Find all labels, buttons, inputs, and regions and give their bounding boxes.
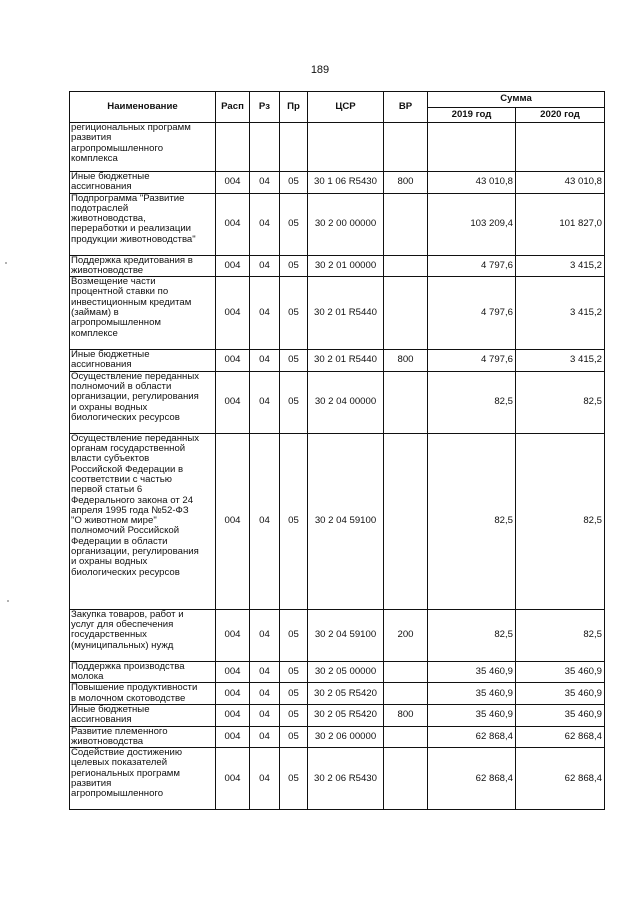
row-rz	[250, 123, 280, 172]
row-vr	[384, 255, 428, 277]
row-vr	[384, 683, 428, 705]
table-row	[70, 726, 605, 748]
scan-speck	[5, 262, 7, 264]
row-pr: 05	[280, 277, 308, 350]
row-vr	[384, 123, 428, 172]
row-amount-2020: 3 415,2	[516, 277, 605, 350]
row-pr: 05	[280, 255, 308, 277]
table-row	[70, 748, 605, 810]
row-amount-2019: 35 460,9	[428, 683, 516, 705]
row-rz: 04	[250, 726, 280, 748]
table-row	[70, 371, 605, 433]
header-rasp: Расп	[216, 92, 250, 123]
row-rz: 04	[250, 704, 280, 726]
row-name: Возмещение части процентной ставки по инвестиционным кредитам (займам) в агропромышленном комплексе	[70, 277, 216, 350]
row-rasp: 004	[216, 255, 250, 277]
row-amount-2020: 35 460,9	[516, 661, 605, 683]
row-rasp: 004	[216, 683, 250, 705]
row-vr	[384, 661, 428, 683]
row-amount-2020: 101 827,0	[516, 193, 605, 255]
row-pr: 05	[280, 371, 308, 433]
row-pr: 05	[280, 748, 308, 810]
row-csr: 30 2 05 R5420	[308, 683, 384, 705]
row-pr: 05	[280, 661, 308, 683]
row-rasp: 004	[216, 726, 250, 748]
row-rz: 04	[250, 255, 280, 277]
row-amount-2020: 62 868,4	[516, 748, 605, 810]
table-row	[70, 172, 605, 194]
header-csr: ЦСР	[308, 92, 384, 123]
row-amount-2019: 82,5	[428, 609, 516, 661]
row-csr: 30 2 04 59100	[308, 433, 384, 609]
row-amount-2020: 43 010,8	[516, 172, 605, 194]
row-amount-2019: 82,5	[428, 433, 516, 609]
row-amount-2019: 62 868,4	[428, 748, 516, 810]
row-rasp: 004	[216, 704, 250, 726]
row-rz: 04	[250, 371, 280, 433]
row-amount-2019	[428, 123, 516, 172]
row-pr: 05	[280, 350, 308, 372]
row-csr: 30 2 01 R5440	[308, 277, 384, 350]
row-amount-2020: 82,5	[516, 609, 605, 661]
row-name: Иные бюджетные ассигнования	[70, 172, 216, 194]
row-name: Закупка товаров, работ и услуг для обеспечения государственных (муниципальных) нужд	[70, 609, 216, 661]
row-csr: 30 2 04 00000	[308, 371, 384, 433]
row-vr: 800	[384, 704, 428, 726]
page-number: 189	[310, 64, 330, 76]
row-csr	[308, 123, 384, 172]
row-name: регициональных программ развития агропромышленного комплекса	[70, 123, 216, 172]
header-sum: Сумма	[428, 92, 605, 108]
row-rz: 04	[250, 277, 280, 350]
row-amount-2020: 35 460,9	[516, 704, 605, 726]
row-pr: 05	[280, 683, 308, 705]
header-2019: 2019 год	[428, 108, 516, 123]
row-amount-2020: 35 460,9	[516, 683, 605, 705]
row-amount-2020: 3 415,2	[516, 255, 605, 277]
row-rz: 04	[250, 350, 280, 372]
row-csr: 30 2 06 R5430	[308, 748, 384, 810]
row-amount-2019: 4 797,6	[428, 277, 516, 350]
row-vr: 200	[384, 609, 428, 661]
row-amount-2020: 62 868,4	[516, 726, 605, 748]
row-rz: 04	[250, 748, 280, 810]
table-row	[70, 704, 605, 726]
row-rasp: 004	[216, 350, 250, 372]
table-row	[70, 255, 605, 277]
row-amount-2020: 3 415,2	[516, 350, 605, 372]
row-amount-2019: 43 010,8	[428, 172, 516, 194]
row-vr	[384, 726, 428, 748]
row-name: Поддержка производства молока	[70, 661, 216, 683]
row-pr: 05	[280, 193, 308, 255]
row-rasp: 004	[216, 748, 250, 810]
row-name: Осуществление переданных органам государственной власти субъектов Российской Федерации в соответствии с частью первой статьи 6 Федерального закона от 24 апреля 1995 года №52-ФЗ "О животном мире" полномочий Российской Федерации в области организации, регулирования и охраны водных биологических ресурсов	[70, 433, 216, 609]
row-pr: 05	[280, 704, 308, 726]
row-vr	[384, 277, 428, 350]
row-pr: 05	[280, 726, 308, 748]
row-rz: 04	[250, 172, 280, 194]
row-csr: 30 2 04 59100	[308, 609, 384, 661]
row-csr: 30 1 06 R5430	[308, 172, 384, 194]
header-pr: Пр	[280, 92, 308, 123]
row-csr: 30 2 05 00000	[308, 661, 384, 683]
table-row	[70, 193, 605, 255]
row-csr: 30 2 05 R5420	[308, 704, 384, 726]
table-row	[70, 661, 605, 683]
table-row	[70, 277, 605, 350]
row-rasp: 004	[216, 371, 250, 433]
row-name: Содействие достижению целевых показателей региональных программ развития агропромышленного	[70, 748, 216, 810]
table-body	[70, 123, 605, 810]
scan-speck	[7, 600, 9, 602]
row-rasp: 004	[216, 277, 250, 350]
header-2020: 2020 год	[516, 108, 605, 123]
row-amount-2019: 4 797,6	[428, 255, 516, 277]
row-rasp: 004	[216, 193, 250, 255]
row-rasp: 004	[216, 172, 250, 194]
header-vr: ВР	[384, 92, 428, 123]
table-row	[70, 433, 605, 609]
row-csr: 30 2 06 00000	[308, 726, 384, 748]
row-vr: 800	[384, 172, 428, 194]
row-csr: 30 2 01 00000	[308, 255, 384, 277]
row-vr	[384, 748, 428, 810]
row-vr	[384, 433, 428, 609]
header-name: Наименование	[70, 92, 216, 123]
row-rasp	[216, 123, 250, 172]
row-name: Иные бюджетные ассигнования	[70, 350, 216, 372]
row-rz: 04	[250, 609, 280, 661]
row-name: Повышение продуктивности в молочном скотоводстве	[70, 683, 216, 705]
row-pr: 05	[280, 609, 308, 661]
row-rz: 04	[250, 433, 280, 609]
row-vr	[384, 193, 428, 255]
row-pr	[280, 123, 308, 172]
row-csr: 30 2 00 00000	[308, 193, 384, 255]
row-name: Осуществление переданных полномочий в области организации, регулирования и охраны водных биологических ресурсов	[70, 371, 216, 433]
header-rz: Рз	[250, 92, 280, 123]
row-amount-2019: 62 868,4	[428, 726, 516, 748]
row-amount-2020: 82,5	[516, 433, 605, 609]
row-rasp: 004	[216, 609, 250, 661]
row-amount-2019: 4 797,6	[428, 350, 516, 372]
table-row	[70, 683, 605, 705]
row-vr	[384, 371, 428, 433]
row-pr: 05	[280, 433, 308, 609]
budget-table	[69, 91, 605, 810]
row-csr: 30 2 01 R5440	[308, 350, 384, 372]
row-rz: 04	[250, 683, 280, 705]
table-row	[70, 350, 605, 372]
row-name: Поддержка кредитования в животноводстве	[70, 255, 216, 277]
row-amount-2020: 82,5	[516, 371, 605, 433]
row-amount-2019: 103 209,4	[428, 193, 516, 255]
table-row	[70, 123, 605, 172]
row-name: Подпрограмма "Развитие подотраслей животноводства, переработки и реализации продукции животноводства"	[70, 193, 216, 255]
row-amount-2020	[516, 123, 605, 172]
row-rasp: 004	[216, 661, 250, 683]
row-name: Иные бюджетные ассигнования	[70, 704, 216, 726]
table-row	[70, 609, 605, 661]
row-rz: 04	[250, 193, 280, 255]
row-rz: 04	[250, 661, 280, 683]
row-name: Развитие племенного животноводства	[70, 726, 216, 748]
row-vr: 800	[384, 350, 428, 372]
row-amount-2019: 35 460,9	[428, 704, 516, 726]
row-rasp: 004	[216, 433, 250, 609]
row-amount-2019: 35 460,9	[428, 661, 516, 683]
row-amount-2019: 82,5	[428, 371, 516, 433]
row-pr: 05	[280, 172, 308, 194]
